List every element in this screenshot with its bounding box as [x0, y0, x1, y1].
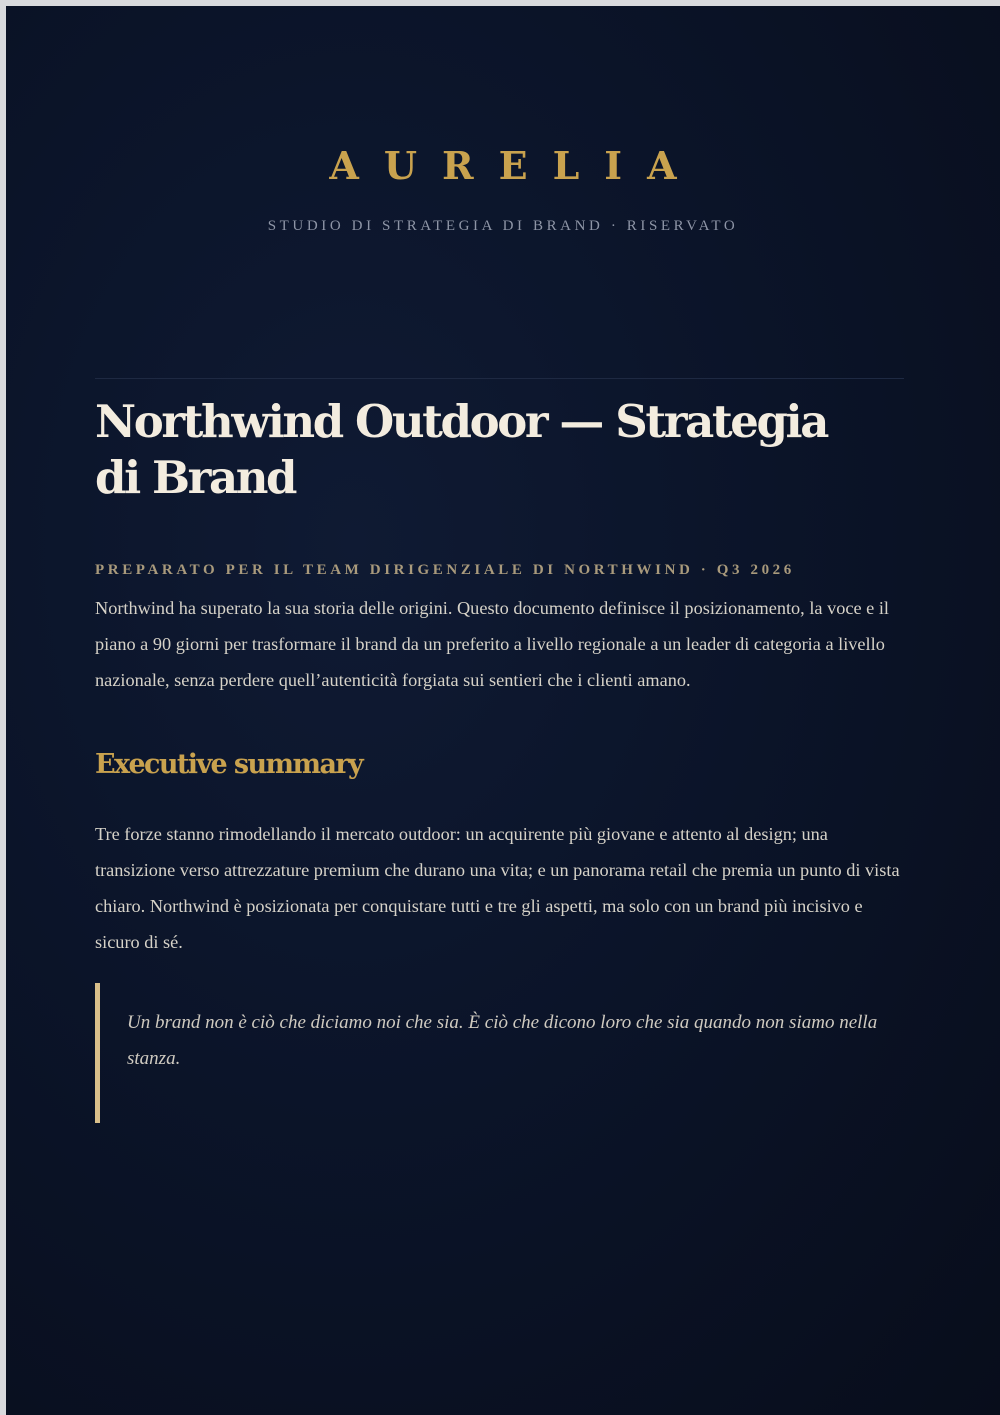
header-divider — [95, 378, 904, 379]
pull-quote-text: Un brand non è ciò che diciamo noi che sia. È ciò che dicono loro che sia quando non siamo nella stanza. — [127, 1012, 878, 1069]
intro-paragraph: Northwind ha superato la sua storia delle origini. Questo documento definisce il posizionamento, la voce e il piano a 90 giorni per trasformare il brand da un preferito a livello regionale a un leader di categoria a livello nazionale, senza perdere quell’autenticità forgiata sui sentieri che i clienti amano. — [95, 598, 890, 690]
executive-summary-paragraph: Tre forze stanno rimodellando il mercato outdoor: un acquirente più giovane e attento al design; una transizione verso attrezzature premium che durano una vita; e un panorama retail che premia un punto di vista chiaro. Northwind è posizionata per conquistare tutti e tre gli aspetti, ma solo con un brand più incisivo e sicuro di sé. — [95, 824, 900, 952]
brand-header — [6, 134, 1000, 236]
executive-summary-heading: Executive summary — [95, 749, 363, 780]
prepared-for-line: PREPARATO PER IL TEAM DIRIGENZIALE DI NORTHWIND · Q3 2026 — [95, 562, 795, 578]
document-title: Northwind Outdoor — Strategia di Brand — [95, 395, 827, 504]
brand-wordmark: AURELIA — [329, 143, 702, 188]
document-page — [6, 6, 1000, 1415]
brand-tagline: STUDIO DI STRATEGIA DI BRAND · RISERVATO — [267, 218, 739, 234]
pull-quote — [95, 983, 878, 1123]
